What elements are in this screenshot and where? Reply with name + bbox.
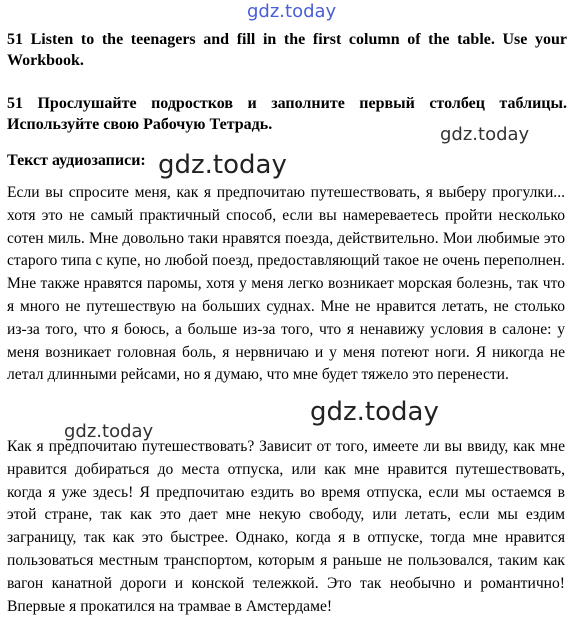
transcript-paragraph-2: Как я предпочитаю путешествовать? Зависит от того, имеете ли вы ввиду, как мне нравится добираться до места отпуска, или как мне нравится путешествовать, когда я уже здесь! Я предпочитаю ездить во время отпуска, если мы остаемся в этой стране, так как это дает мне некую свободу, или летать, если мы ездим заграницу, так как это быстрее. Однако, когда я в отпуске, тогда мне нравится пользоваться местным транспортом, которым я раньше не пользовался, таким как вагон канатной дороги и конской тележкой. Это так необычно и романтично! Впервые я прокатился на трамвае в Амстердаме! — [7, 438, 565, 615]
task-heading-russian: 51 Прослушайте подростков и заполните первый столбец таблицы. Используйте свою Рабочую Тетрадь. — [7, 95, 567, 133]
transcript-label: Текст аудиозаписи: — [7, 152, 146, 169]
task-heading-english: 51 Listen to the teenagers and fill in the first column of the table. Use your Workbook. — [7, 31, 567, 69]
watermark-top: gdz.today — [247, 1, 337, 22]
watermark-large-1: gdz.today — [158, 150, 287, 180]
watermark-large-2: gdz.today — [310, 397, 439, 427]
transcript-paragraph-1: Если вы спросите меня, как я предпочитаю путешествовать, я выберу прогулки... хотя это не самый практичный способ, если вы намереваетесь пройти несколько сотен миль. Мне довольно таки нравятся поезда, действительно. Мои любимые это старого типа с купе, но любой поезд, предоставляющий такое не очень переполнен. Мне также нравятся паромы, хотя у меня легко возникает морская болезнь, так что я много не путешествую на больших суднах. Мне не нравится летать, не столько из-за того, что я боюсь, а больше из-за того, что я ненавижу условия в салоне: у меня возникает головная боль, я нервничаю и у меня потеют ноги. Я никогда не летал длинными рейсами, но я думаю, что мне будет тяжело это перенести. — [7, 184, 565, 384]
watermark-small: gdz.today — [64, 421, 154, 442]
watermark-right: gdz.today — [440, 124, 530, 145]
